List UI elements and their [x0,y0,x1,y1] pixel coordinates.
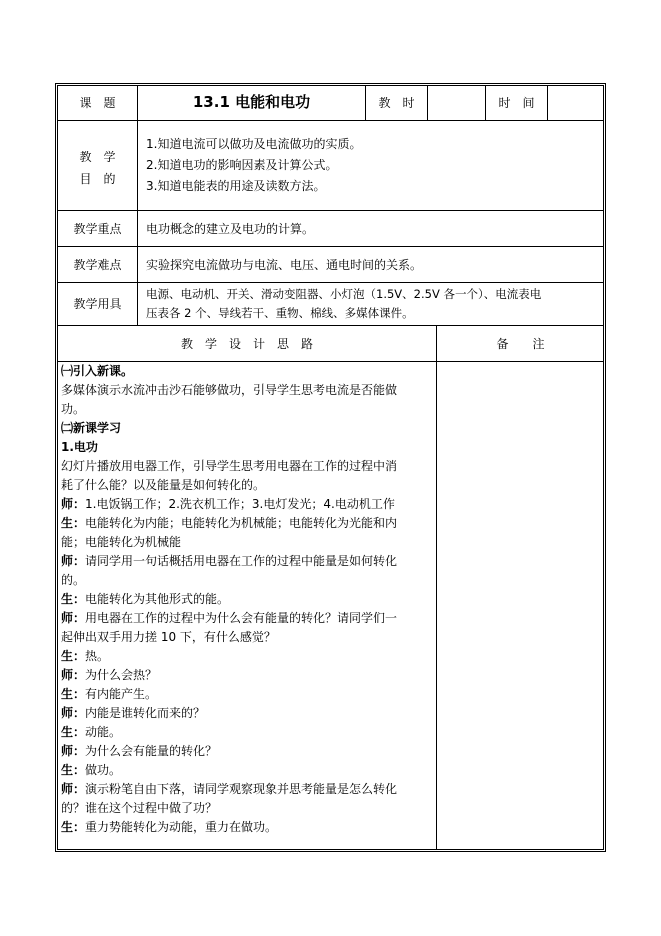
dialogue-line: 生：动能。 [61,725,122,739]
rule-row1-bottom [57,120,604,121]
paragraph-line: 耗了什么能？以及能量是如何转化的。 [61,478,266,492]
speaker-student: 生： [61,725,86,739]
speaker-teacher: 师： [61,782,86,796]
focus-text: 电功概念的建立及电功的计算。 [146,222,315,236]
dialogue-line: 师：请同学用一句话概括用电器在工作的过程中能量是如何转化 [61,554,398,568]
objectives-list [146,134,601,197]
difficulty-text: 实验探究电流做功与电流、电压、通电时间的关系。 [146,258,423,272]
section-new-lesson-title: ㈡新课学习 [61,421,122,435]
objective-item: 3.知道电能表的用途及读数方法。 [146,179,326,193]
dialogue-line: 生：热。 [61,649,110,663]
speaker-teacher: 师： [61,668,86,682]
label-objectives-line1: 教 学 [79,150,116,164]
rule-row2-bottom [57,210,604,211]
tools-line: 压表各 2 个、导线若干、重物、棉线、多媒体课件。 [146,306,414,320]
design-header: 教 学 设 计 思 路 [180,337,313,351]
dialogue-line: 师：1.电饭锅工作；2.洗衣机工作；3.电灯发光；4.电动机工作 [61,497,395,511]
speaker-student: 生： [61,516,86,530]
dialogue-line: 师：内能是谁转化而来的？ [61,706,206,720]
rule-row5-bottom [57,325,604,326]
notes-header: 备 注 [496,337,545,351]
dialogue-line: 生：有内能产生。 [61,687,158,701]
rule-row3-bottom [57,246,604,247]
objective-item: 2.知道电功的影响因素及计算公式。 [146,158,338,172]
speaker-teacher: 师： [61,744,86,758]
label-ke-ti: 课 题 [79,96,116,110]
speaker-student: 生： [61,687,86,701]
tools-line: 电源、电动机、开关、滑动变阻器、小灯泡（1.5V、2.5V 各一个）、电流表电 [146,287,542,301]
dialogue-line: 的？谁在这个过程中做了功？ [61,801,218,815]
paragraph-line: 多媒体演示水流冲击沙石能够做功，引导学生思考电流是否能做 [61,383,398,397]
speaker-teacher: 师： [61,554,86,568]
dialogue-line: 生：电能转化为其他形式的能。 [61,592,230,606]
speaker-student: 生： [61,592,86,606]
dialogue-line: 师：为什么会热？ [61,668,158,682]
speaker-teacher: 师： [61,706,86,720]
dialogue-line: 生：做功。 [61,763,122,777]
section-intro-title: ㈠引入新课。 [61,364,134,378]
rule-col-shijian-end [547,85,548,120]
dialogue-line: 师：演示粉笔自由下落，请同学观察现象并思考能量是怎么转化 [61,782,398,796]
label-objectives [58,146,137,190]
speaker-teacher: 师： [61,497,86,511]
label-difficulty: 教学难点 [73,258,122,272]
notes-column [437,362,604,850]
label-objectives-line2: 目 的 [79,172,116,186]
speaker-teacher: 师： [61,611,86,625]
label-focus: 教学重点 [73,222,122,236]
speaker-student: 生： [61,763,86,777]
tools-text [146,285,602,323]
subsection-title: 1.电功 [61,440,98,454]
label-tools: 教学用具 [73,297,122,311]
dialogue-line: 生：电能转化为内能；电能转化为机械能；电能转化为光能和内 [61,516,398,530]
rule-col-jiaoshi-end [427,85,428,120]
dialogue-line: 师：为什么会有能量的转化？ [61,744,218,758]
rule-row4-bottom [57,282,604,283]
label-jiao-shi: 教 时 [378,96,415,110]
dialogue-line: 的。 [61,573,86,587]
lesson-title: 13.1 电能和电功 [192,93,311,111]
label-shi-jian: 时 间 [498,96,535,110]
dialogue-line: 生：重力势能转化为动能，重力在做功。 [61,820,278,834]
dialogue-line: 能；电能转化为机械能 [61,535,182,549]
dialogue-line: 师：用电器在工作的过程中为什么会有能量的转化？请同学们一 [61,611,398,625]
design-content [61,362,435,837]
rule-label-column [137,85,138,325]
dialogue-line: 起伸出双手用力搓 10 下，有什么感觉？ [61,630,276,644]
speaker-student: 生： [61,820,86,834]
paragraph-line: 幻灯片播放用电器工作，引导学生思考用电器在工作的过程中消 [61,459,398,473]
paragraph-line: 功。 [61,402,86,416]
speaker-student: 生： [61,649,86,663]
objective-item: 1.知道电流可以做功及电流做功的实质。 [146,137,362,151]
